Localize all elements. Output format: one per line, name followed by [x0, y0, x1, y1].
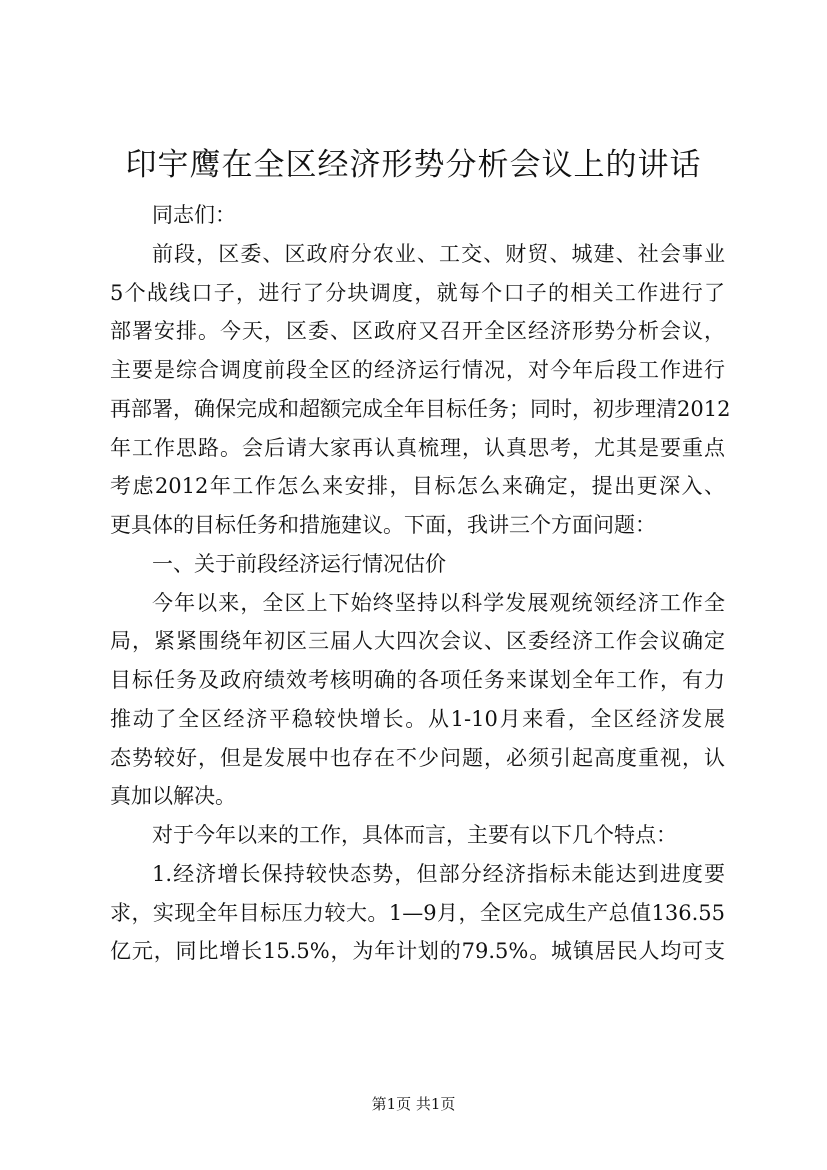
paragraph-line: 今年以来，全区上下始终坚持以科学发展观统领经济工作全: [152, 590, 725, 615]
paragraph-line: 局，紧紧围绕年初区三届人大四次会议、区委经济工作会议确定: [110, 629, 725, 654]
section-heading: 一、关于前段经济运行情况估价: [152, 551, 446, 576]
paragraph-line: 真加以解决。: [110, 784, 236, 809]
paragraph-line: 5个战线口子，进行了分块调度，就每个口子的相关工作进行了: [110, 280, 725, 305]
salutation-line: 同志们：: [152, 203, 236, 227]
paragraph-line: 态势较好，但是发展中也存在不少问题，必须引起高度重视，认: [110, 745, 725, 770]
page-footer: 第1页 共1页: [371, 1095, 456, 1113]
paragraph-line: 年工作思路。会后请大家再认真梳理，认真思考，尤其是要重点: [110, 435, 725, 460]
paragraph-line: 目标任务及政府绩效考核明确的各项任务来谋划全年工作，有力: [110, 668, 725, 692]
paragraph-line: 求，实现全年目标压力较大。1—9月，全区完成生产总值136.55: [110, 900, 725, 925]
paragraph-line: 部署安排。今天，区委、区政府又召开全区经济形势分析会议，: [110, 319, 725, 344]
paragraph-line: 再部署，确保完成和超额完成全年目标任务；同时，初步理清2012: [110, 396, 731, 421]
paragraph-line: 前段，区委、区政府分农业、工交、财贸、城建、社会事业: [152, 241, 725, 266]
paragraph-line: 对于今年以来的工作，具体而言，主要有以下几个特点：: [152, 823, 677, 847]
paragraph-line: 主要是综合调度前段全区的经济运行情况，对今年后段工作进行: [110, 358, 725, 382]
paragraph-line: 亿元，同比增长15.5%，为年计划的79.5%。城镇居民人均可支: [110, 939, 725, 964]
document-title: 印宇鹰在全区经济形势分析会议上的讲话: [125, 147, 702, 183]
paragraph-line: 更具体的目标任务和措施建议。下面，我讲三个方面问题：: [110, 513, 656, 537]
paragraph-line: 1.经济增长保持较快态势，但部分经济指标未能达到进度要: [152, 861, 725, 886]
paragraph-line: 推动了全区经济平稳较快增长。从1-10月来看，全区经济发展: [110, 706, 725, 731]
paragraph-line: 考虑2012年工作怎么来安排，目标怎么来确定，提出更深入、: [110, 474, 725, 499]
document-body: [110, 196, 731, 971]
